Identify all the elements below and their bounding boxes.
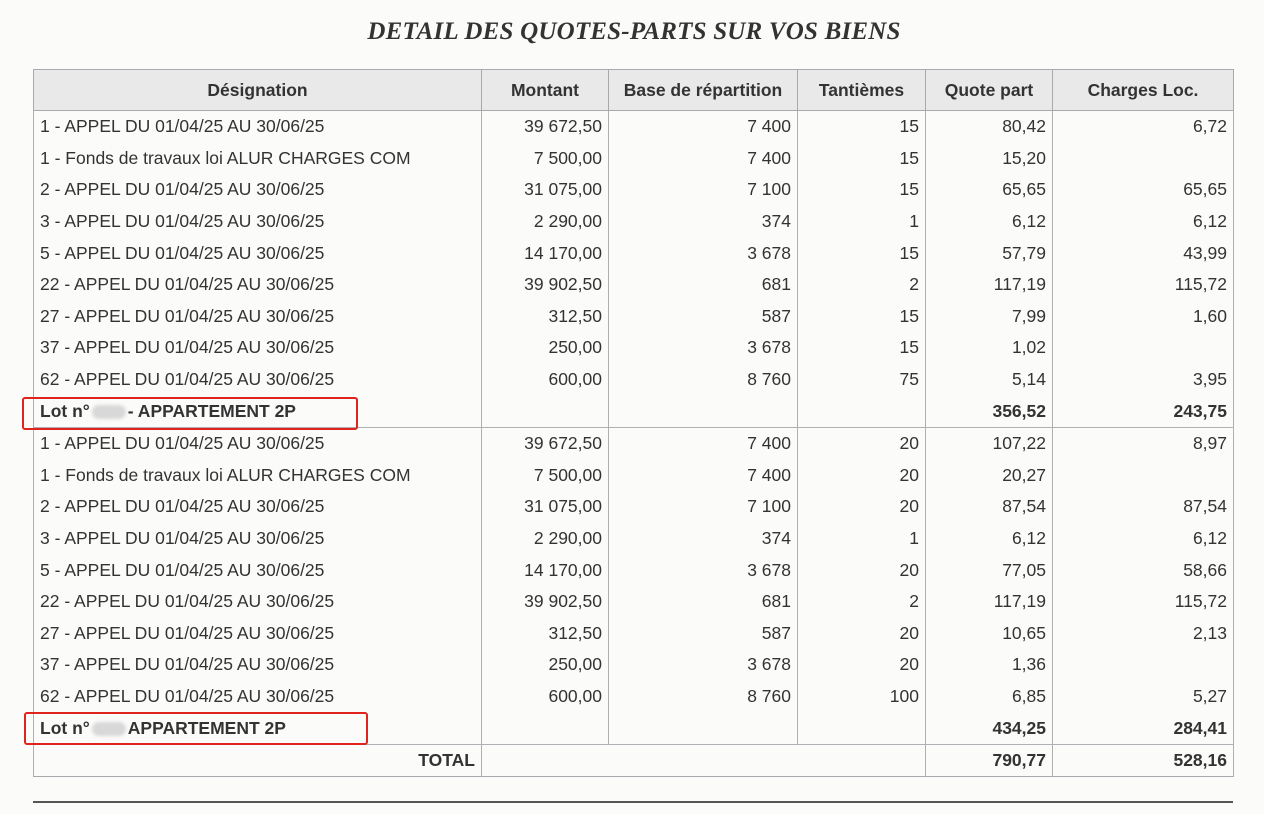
empty-cell bbox=[798, 712, 926, 744]
base-cell: 7 100 bbox=[609, 174, 798, 206]
table-row bbox=[34, 206, 1234, 238]
tantiemes-cell: 20 bbox=[798, 460, 926, 492]
quote-part-cell: 20,27 bbox=[926, 460, 1053, 492]
charges-loc-cell: 1,60 bbox=[1053, 301, 1234, 333]
lot-quote-part: 434,25 bbox=[926, 712, 1053, 744]
lot-subtotal-row bbox=[34, 395, 1234, 427]
montant-cell: 31 075,00 bbox=[482, 174, 609, 206]
lot-prefix: Lot n° bbox=[40, 717, 90, 738]
footer-divider bbox=[33, 801, 1233, 803]
quote-part-cell: 1,02 bbox=[926, 332, 1053, 364]
charges-loc-cell: 58,66 bbox=[1053, 554, 1234, 586]
quote-part-cell: 107,22 bbox=[926, 427, 1053, 459]
total-row bbox=[34, 744, 1234, 777]
table-row bbox=[34, 364, 1234, 396]
lot-quote-part: 356,52 bbox=[926, 395, 1053, 427]
tantiemes-cell: 20 bbox=[798, 554, 926, 586]
tantiemes-cell: 20 bbox=[798, 427, 926, 459]
table-row bbox=[34, 681, 1234, 713]
total-quote-part: 790,77 bbox=[926, 744, 1053, 777]
col-header-base: Base de répartition bbox=[609, 70, 798, 111]
base-cell: 7 100 bbox=[609, 491, 798, 523]
tantiemes-cell: 15 bbox=[798, 111, 926, 143]
col-header-tantiemes: Tantièmes bbox=[798, 70, 926, 111]
table-row bbox=[34, 649, 1234, 681]
base-cell: 587 bbox=[609, 618, 798, 650]
charges-loc-cell: 87,54 bbox=[1053, 491, 1234, 523]
designation-cell: 1 - Fonds de travaux loi ALUR CHARGES COM bbox=[34, 143, 482, 175]
designation-cell: 3 - APPEL DU 01/04/25 AU 30/06/25 bbox=[34, 523, 482, 555]
col-header-montant: Montant bbox=[482, 70, 609, 111]
base-cell: 8 760 bbox=[609, 681, 798, 713]
col-header-designation: Désignation bbox=[34, 70, 482, 111]
table-row bbox=[34, 427, 1234, 459]
montant-cell: 31 075,00 bbox=[482, 491, 609, 523]
charges-loc-cell: 43,99 bbox=[1053, 237, 1234, 269]
charges-loc-cell bbox=[1053, 460, 1234, 492]
designation-cell: 62 - APPEL DU 01/04/25 AU 30/06/25 bbox=[34, 681, 482, 713]
designation-cell: 5 - APPEL DU 01/04/25 AU 30/06/25 bbox=[34, 237, 482, 269]
designation-cell: 37 - APPEL DU 01/04/25 AU 30/06/25 bbox=[34, 332, 482, 364]
table-row bbox=[34, 143, 1234, 175]
tantiemes-cell: 20 bbox=[798, 618, 926, 650]
montant-cell: 39 672,50 bbox=[482, 111, 609, 143]
table-row bbox=[34, 332, 1234, 364]
table-row bbox=[34, 491, 1234, 523]
col-header-quote-part: Quote part bbox=[926, 70, 1053, 111]
lot-prefix: Lot n° bbox=[40, 400, 90, 421]
montant-cell: 250,00 bbox=[482, 332, 609, 364]
base-cell: 681 bbox=[609, 269, 798, 301]
designation-cell: 27 - APPEL DU 01/04/25 AU 30/06/25 bbox=[34, 618, 482, 650]
table-header-row bbox=[34, 70, 1234, 111]
base-cell: 374 bbox=[609, 206, 798, 238]
designation-cell: 5 - APPEL DU 01/04/25 AU 30/06/25 bbox=[34, 554, 482, 586]
montant-cell: 312,50 bbox=[482, 301, 609, 333]
quote-part-cell: 57,79 bbox=[926, 237, 1053, 269]
montant-cell: 14 170,00 bbox=[482, 237, 609, 269]
table-row bbox=[34, 301, 1234, 333]
montant-cell: 250,00 bbox=[482, 649, 609, 681]
quote-part-cell: 5,14 bbox=[926, 364, 1053, 396]
quote-part-cell: 6,12 bbox=[926, 206, 1053, 238]
charges-loc-cell bbox=[1053, 332, 1234, 364]
table-row bbox=[34, 174, 1234, 206]
table-row bbox=[34, 269, 1234, 301]
quote-part-cell: 87,54 bbox=[926, 491, 1053, 523]
montant-cell: 39 902,50 bbox=[482, 269, 609, 301]
charges-loc-cell: 5,27 bbox=[1053, 681, 1234, 713]
tantiemes-cell: 15 bbox=[798, 301, 926, 333]
base-cell: 3 678 bbox=[609, 649, 798, 681]
table-row bbox=[34, 586, 1234, 618]
quote-part-cell: 10,65 bbox=[926, 618, 1053, 650]
charges-loc-cell: 65,65 bbox=[1053, 174, 1234, 206]
charges-loc-cell: 6,12 bbox=[1053, 206, 1234, 238]
redacted-lot-number bbox=[92, 405, 126, 419]
charges-loc-cell bbox=[1053, 649, 1234, 681]
base-cell: 3 678 bbox=[609, 332, 798, 364]
base-cell: 7 400 bbox=[609, 143, 798, 175]
charges-loc-cell: 8,97 bbox=[1053, 427, 1234, 459]
base-cell: 587 bbox=[609, 301, 798, 333]
tantiemes-cell: 2 bbox=[798, 269, 926, 301]
charges-loc-cell: 2,13 bbox=[1053, 618, 1234, 650]
designation-cell: 2 - APPEL DU 01/04/25 AU 30/06/25 bbox=[34, 174, 482, 206]
quote-part-cell: 15,20 bbox=[926, 143, 1053, 175]
quote-part-cell: 65,65 bbox=[926, 174, 1053, 206]
lot-label bbox=[34, 712, 482, 744]
tantiemes-cell: 1 bbox=[798, 206, 926, 238]
tantiemes-cell: 15 bbox=[798, 332, 926, 364]
quote-part-cell: 6,85 bbox=[926, 681, 1053, 713]
montant-cell: 14 170,00 bbox=[482, 554, 609, 586]
designation-cell: 1 - Fonds de travaux loi ALUR CHARGES COM bbox=[34, 460, 482, 492]
base-cell: 8 760 bbox=[609, 364, 798, 396]
montant-cell: 312,50 bbox=[482, 618, 609, 650]
tantiemes-cell: 20 bbox=[798, 491, 926, 523]
montant-cell: 2 290,00 bbox=[482, 206, 609, 238]
designation-cell: 22 - APPEL DU 01/04/25 AU 30/06/25 bbox=[34, 269, 482, 301]
charges-loc-cell: 6,12 bbox=[1053, 523, 1234, 555]
montant-cell: 600,00 bbox=[482, 681, 609, 713]
page-title bbox=[0, 18, 1264, 46]
montant-cell: 600,00 bbox=[482, 364, 609, 396]
empty-cell bbox=[609, 395, 798, 427]
tantiemes-cell: 1 bbox=[798, 523, 926, 555]
table-row bbox=[34, 111, 1234, 143]
base-cell: 374 bbox=[609, 523, 798, 555]
base-cell: 681 bbox=[609, 586, 798, 618]
base-cell: 7 400 bbox=[609, 427, 798, 459]
montant-cell: 7 500,00 bbox=[482, 143, 609, 175]
table-body bbox=[34, 111, 1234, 777]
designation-cell: 3 - APPEL DU 01/04/25 AU 30/06/25 bbox=[34, 206, 482, 238]
quote-part-cell: 77,05 bbox=[926, 554, 1053, 586]
empty-cell bbox=[609, 712, 798, 744]
charges-loc-cell: 115,72 bbox=[1053, 269, 1234, 301]
designation-cell: 27 - APPEL DU 01/04/25 AU 30/06/25 bbox=[34, 301, 482, 333]
lot-subtotal-row bbox=[34, 712, 1234, 744]
quote-part-cell: 117,19 bbox=[926, 269, 1053, 301]
quote-part-cell: 1,36 bbox=[926, 649, 1053, 681]
montant-cell: 39 902,50 bbox=[482, 586, 609, 618]
montant-cell: 39 672,50 bbox=[482, 427, 609, 459]
table-row bbox=[34, 554, 1234, 586]
designation-cell: 2 - APPEL DU 01/04/25 AU 30/06/25 bbox=[34, 491, 482, 523]
lot-suffix: APPARTEMENT 2P bbox=[127, 717, 286, 738]
empty-cell bbox=[482, 712, 609, 744]
total-label: TOTAL bbox=[34, 744, 482, 777]
designation-cell: 22 - APPEL DU 01/04/25 AU 30/06/25 bbox=[34, 586, 482, 618]
empty-cell bbox=[798, 395, 926, 427]
tantiemes-cell: 15 bbox=[798, 143, 926, 175]
quote-parts-table bbox=[33, 69, 1234, 777]
table-row bbox=[34, 237, 1234, 269]
tantiemes-cell: 15 bbox=[798, 174, 926, 206]
tantiemes-cell: 75 bbox=[798, 364, 926, 396]
lot-charges-loc: 284,41 bbox=[1053, 712, 1234, 744]
charges-loc-cell: 6,72 bbox=[1053, 111, 1234, 143]
montant-cell: 2 290,00 bbox=[482, 523, 609, 555]
tantiemes-cell: 2 bbox=[798, 586, 926, 618]
lot-suffix: - APPARTEMENT 2P bbox=[127, 400, 296, 421]
table-row bbox=[34, 523, 1234, 555]
charges-loc-cell bbox=[1053, 143, 1234, 175]
empty-cell bbox=[482, 744, 926, 777]
designation-cell: 62 - APPEL DU 01/04/25 AU 30/06/25 bbox=[34, 364, 482, 396]
tantiemes-cell: 15 bbox=[798, 237, 926, 269]
empty-cell bbox=[482, 395, 609, 427]
total-charges-loc: 528,16 bbox=[1053, 744, 1234, 777]
quote-part-cell: 7,99 bbox=[926, 301, 1053, 333]
base-cell: 7 400 bbox=[609, 460, 798, 492]
quote-part-cell: 80,42 bbox=[926, 111, 1053, 143]
quote-part-cell: 6,12 bbox=[926, 523, 1053, 555]
redacted-lot-number bbox=[92, 722, 126, 736]
lot-charges-loc: 243,75 bbox=[1053, 395, 1234, 427]
lot-label bbox=[34, 395, 482, 427]
base-cell: 3 678 bbox=[609, 554, 798, 586]
col-header-charges-loc: Charges Loc. bbox=[1053, 70, 1234, 111]
table-row bbox=[34, 618, 1234, 650]
charges-loc-cell: 3,95 bbox=[1053, 364, 1234, 396]
montant-cell: 7 500,00 bbox=[482, 460, 609, 492]
base-cell: 3 678 bbox=[609, 237, 798, 269]
title-text: DETAIL DES QUOTES-PARTS SUR VOS BIENS bbox=[367, 18, 901, 45]
table-row bbox=[34, 460, 1234, 492]
designation-cell: 37 - APPEL DU 01/04/25 AU 30/06/25 bbox=[34, 649, 482, 681]
tantiemes-cell: 100 bbox=[798, 681, 926, 713]
tantiemes-cell: 20 bbox=[798, 649, 926, 681]
designation-cell: 1 - APPEL DU 01/04/25 AU 30/06/25 bbox=[34, 427, 482, 459]
quote-part-cell: 117,19 bbox=[926, 586, 1053, 618]
charges-loc-cell: 115,72 bbox=[1053, 586, 1234, 618]
base-cell: 7 400 bbox=[609, 111, 798, 143]
designation-cell: 1 - APPEL DU 01/04/25 AU 30/06/25 bbox=[34, 111, 482, 143]
